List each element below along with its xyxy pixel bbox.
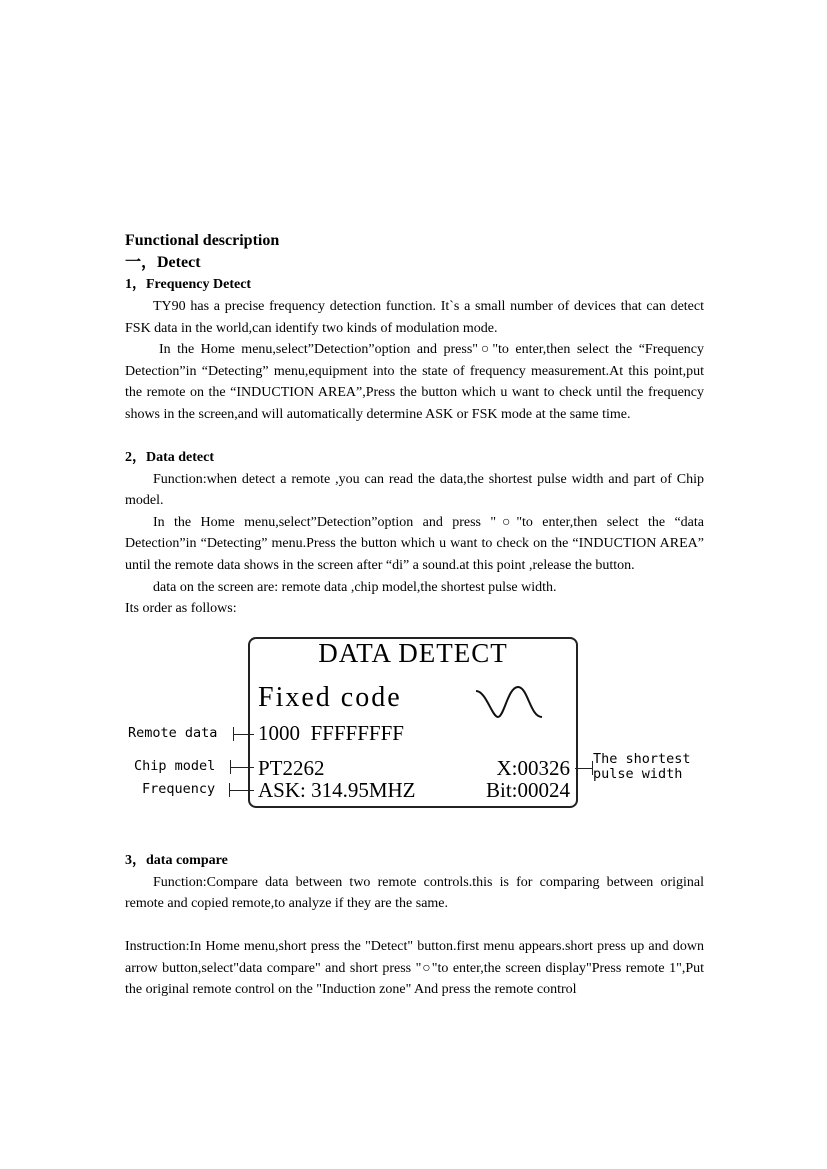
lcd-title: DATA DETECT [318,637,508,668]
paragraph-compare-function: Function:Compare data between two remote controls.this is for comparing between original remote and copied remote,to analyze if they are the same. [125,874,704,912]
lcd-screen [248,637,578,808]
paragraph-frequency-instructions: In the Home menu,select”Detection”option and press"○"to enter,then select the “Frequency Detection”in “Detecting” menu,equipment into the state of frequency measurement.At this point,put the remote on the “INDUCTION AREA”,Press the button which u want to check until the frequency shows in the screen,and will automatically determine ASK or FSK mode at the same time. [125,342,704,422]
paragraph-data-screen: data on the screen are: remote data ,chip model,the shortest pulse width. [153,579,557,595]
lcd-chip-model: PT2262 [258,755,325,780]
lcd-frequency: ASK: 314.95MHZ [258,777,416,802]
paragraph-compare-instructions: Instruction:In Home menu,short press the "Detect" button.first menu appears.short press up and down arrow button,select"data compare" and short press "○"to enter,the screen display"Press remote 1",Put the original remote control on the "Induction zone" And press the remote control [125,938,704,998]
paragraph-data-instructions: In the Home menu,select”Detection”option and press "○"to enter,then select the “data Detection”in “Detecting” menu.Press the button which u want to check on the “INDUCTION AREA” until the remote data shows in the screen after “di” a sound.at this point ,release the button. [125,514,704,573]
callout-frequency: Frequency [142,780,216,797]
callout-shortest-line2: pulse width [593,765,683,782]
lcd-pulse-width: X:00326 [496,755,570,780]
callout-chip-model: Chip model [134,757,216,774]
paragraph-frequency-intro: TY90 has a precise frequency detection function. It`s a small number of devices that can detect FSK data in the world,can identify two kinds of modulation mode. [125,299,704,336]
section-heading-detect: 一，Detect [125,254,201,271]
heading-frequency-detect: 1，Frequency Detect [125,277,252,292]
document-title: Functional description [125,232,280,249]
heading-data-compare: 3，data compare [125,852,228,868]
callout-shortest-line1: The shortest [593,750,691,767]
waveform-icon [474,683,546,719]
callout-shortest-pulse [593,752,691,782]
lcd-figure [125,630,704,850]
lcd-bit-count: Bit:00024 [485,777,570,802]
paragraph-data-function: Function:when detect a remote ,you can read the data,the shortest pulse width and part of Chip model. [125,471,704,509]
document-page [125,230,704,1001]
paragraph-order: Its order as follows: [125,601,237,617]
lcd-mode: Fixed code [258,681,402,713]
heading-data-detect: 2，Data detect [125,449,215,465]
lcd-remote-data: 1000 FFFFFFFF [258,720,404,745]
callout-remote-data: Remote data [128,724,218,741]
